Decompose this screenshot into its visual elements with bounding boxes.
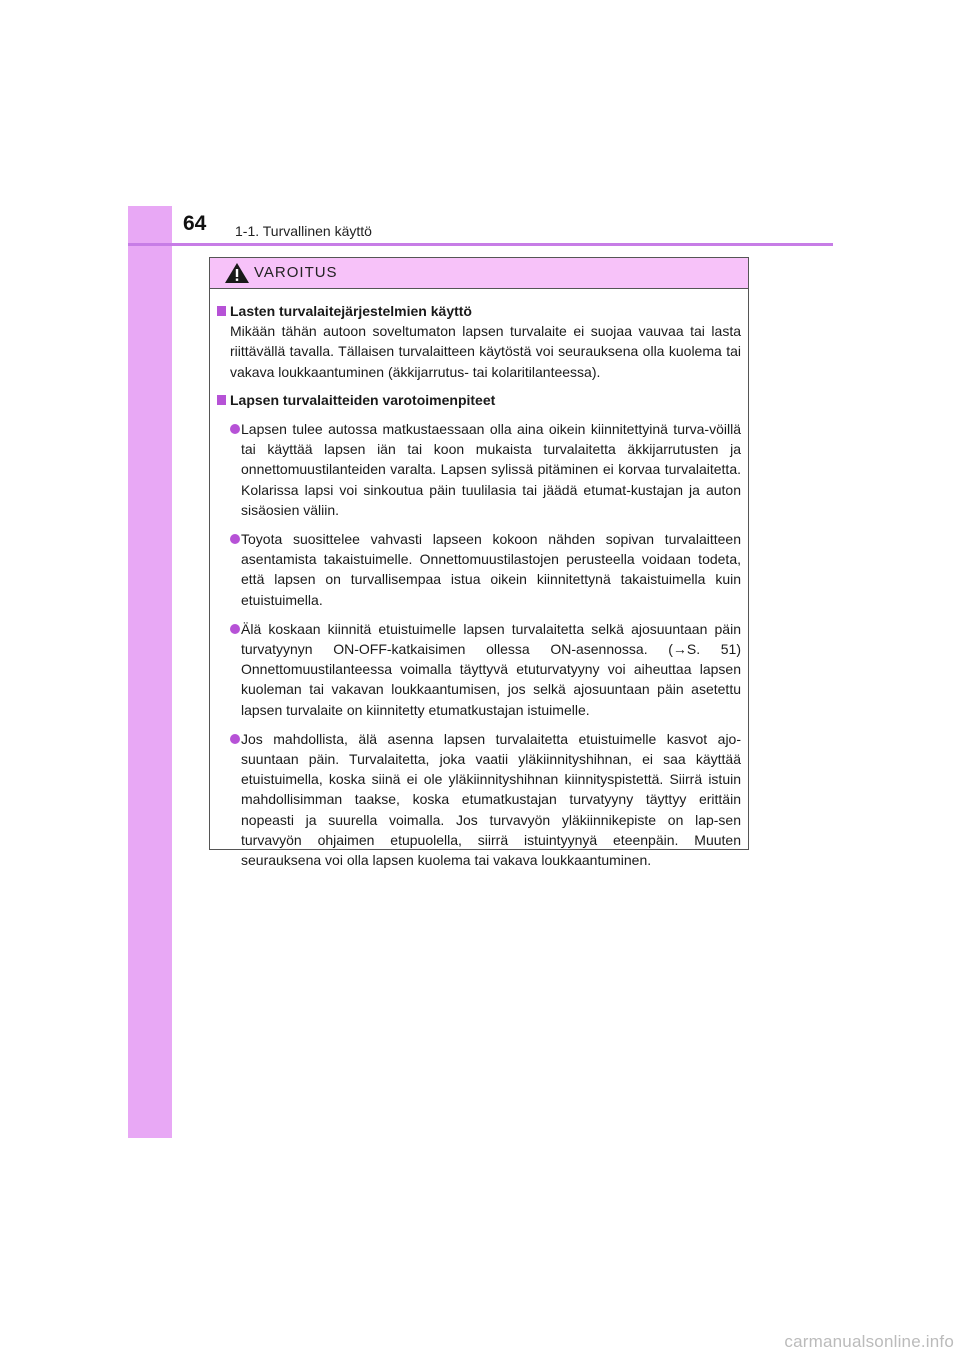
bullet-item: Lapsen tulee autossa matkustaessaan olla aina oikein kiinnitettyinä turva-vöillä tai käyttää lapsen iän tai koon mukaista turvalaitetta äkkijarrutusten ja onnettomuustilanteiden varalta. Lapsen sylissä pitäminen ei korvaa turvalaitetta. Kolarissa lapsi voi sinkoutua päin tuulilasia tai jäädä etumat-kustajan ja auton sisäosien väliin. <box>217 419 741 520</box>
bullet-item: Toyota suosittelee vahvasti lapseen kokoon nähden sopivan turvalaitteen asentamista takaistuimelle. Onnettomuustilastojen perusteella voidaan todeta, että lapsen on turvallisempaa istua oikein kiinnitettynä takaistuimella kuin etuistuimella. <box>217 529 741 610</box>
round-bullet-icon <box>230 734 240 744</box>
watermark: carmanualsonline.info <box>784 1332 954 1351</box>
section-heading: Lapsen turvalaitteiden varotoimenpiteet <box>217 390 741 410</box>
round-bullet-icon <box>230 424 240 434</box>
square-bullet-icon <box>217 306 226 316</box>
section-paragraph: Mikään tähän autoon soveltumaton lapsen turvalaite ei suojaa vauvaa tai lasta riittävällä tavalla. Tällaisen turvalaitteen käytöstä voi seurauksena olla kuolema tai vakava loukkaantuminen (äkkijarrutus- tai kolaritilanteessa). <box>230 323 741 380</box>
square-bullet-icon <box>217 395 226 405</box>
page-number: 64 <box>183 212 207 235</box>
bullet-item: Jos mahdollista, älä asenna lapsen turvalaitetta etuistuimelle kasvot ajo-suuntaan päin. Turvalaitetta, joka vaatii yläkiinnityshihnan, ei saa käyttää etuistuimella, koska siinä ei ole yläkiinnityshihnan kiinnityspistettä. Siirrä istuin mahdollisimman taakse, koska etumatkustajan turvatyyny täyttyy erittäin nopeasti ja suurella voimalla. Jos turvavyön yläkiinnikepiste on lap-sen turvavyön ohjaimen etupuolella, siirrä istuintyynyä eteenpäin. Muuten seurauksena voi olla lapsen kuolema tai vakava loukkaantuminen. <box>217 729 741 870</box>
warning-box <box>209 257 749 869</box>
side-chapter-tab <box>128 206 172 1138</box>
section-heading: Lasten turvalaitejärjestelmien käyttö <box>217 301 741 321</box>
round-bullet-icon <box>230 534 240 544</box>
warning-body <box>210 289 748 870</box>
header-rule <box>128 243 833 246</box>
bullet-item: Älä koskaan kiinnitä etuistuimelle lapsen turvalaitetta selkä ajosuuntaan päin turvatyynyn ON-OFF-katkaisimen ollessa ON-asennossa. (→S. 51) Onnettomuustilanteessa voimalla täyttyvä etuturvatyyny voi aiheuttaa lapsen kuoleman tai vakavan loukkaantumisen, jos selkä ajosuuntaan päin asetettu lapsen turvalaite on kiinnitetty etumatkustajan istuimelle. <box>217 619 741 720</box>
round-bullet-icon <box>230 624 240 634</box>
warning-triangle-icon <box>224 262 250 284</box>
section-title: 1-1. Turvallinen käyttö <box>235 223 372 239</box>
warning-header <box>210 258 748 289</box>
warning-label: VAROITUS <box>254 264 338 281</box>
